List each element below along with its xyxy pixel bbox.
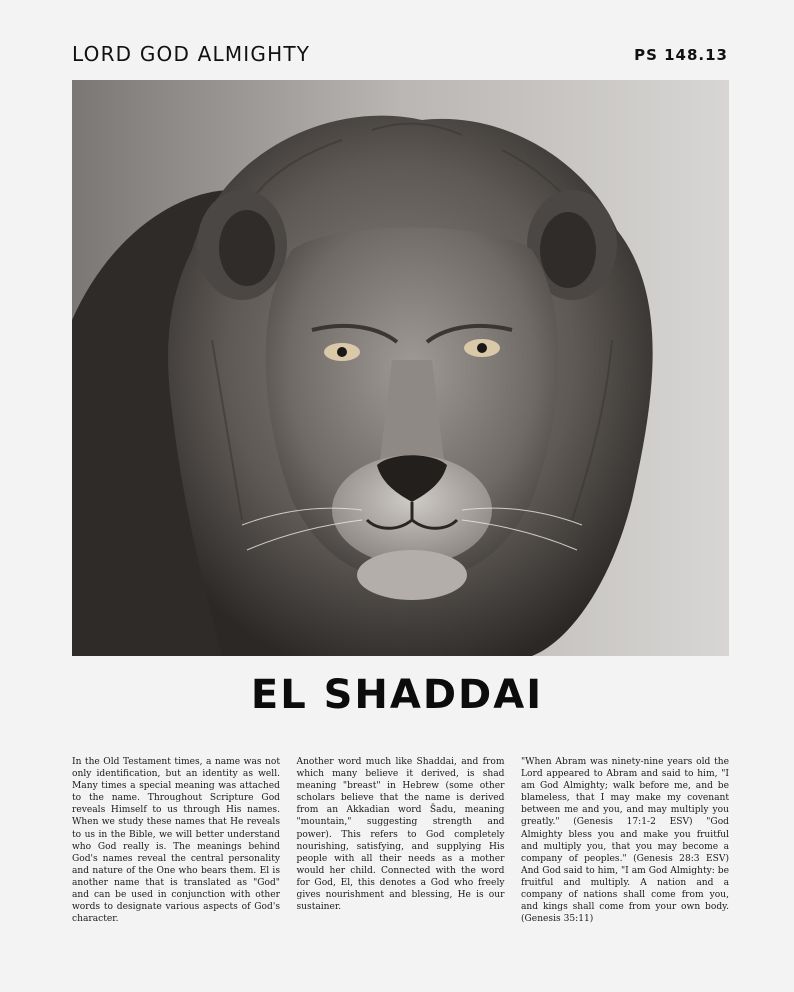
lion-photo: [72, 80, 729, 656]
column-2-text: Another word much like Shaddai, and from which many believe it derived, is shad meaning "breast" in Hebrew (some other scholars believe that the name is derived from an Akkadian word Šadu, meaning "mountain," suggesting strength and power). This refers to God completely nourishing, satisfying, and supplying His people with all their needs as a mother would her child. Connected with the word for God, El, this denotes a God who freely gives nourishment and blessing, He is our sustainer.: [296, 757, 505, 913]
header-right-reference: PS 148.13: [634, 46, 728, 64]
column-2: [297, 756, 505, 925]
body-columns: [72, 756, 729, 925]
column-3: [521, 756, 729, 925]
column-1: [72, 756, 280, 925]
column-1-text: In the Old Testament times, a name was not only identification, but an identity as well. Many times a special meaning was attached to the name. Throughout Scripture God reveals Himself to us through His names. When we study these names that He reveals to us in the Bible, we will better understand who God really is. The meanings behind God's names reveal the central personality and nature of the One who bears them. El is another name that is translated as "God" and can be used in conjunction with other words to designate various aspects of God's character.: [72, 757, 280, 925]
column-3-text: "When Abram was ninety-nine years old the Lord appeared to Abram and said to him, "I am God Almighty; walk before me, and be blameless, that I may make my covenant between me and you, and may multiply you greatly." (Genesis 17:1-2 ESV) "God Almighty bless you and make you fruitful and multiply you, that you may become a company of peoples." (Genesis 28:3 ESV) And God said to him, "I am God Almighty: be fruitful and multiply. A nation and a company of nations shall come from you, and kings shall come from your own body. (Genesis 35:11): [521, 757, 729, 925]
header-left-text: LORD GOD ALMIGHTY: [72, 42, 311, 66]
page-title: EL SHADDAI: [250, 672, 544, 718]
